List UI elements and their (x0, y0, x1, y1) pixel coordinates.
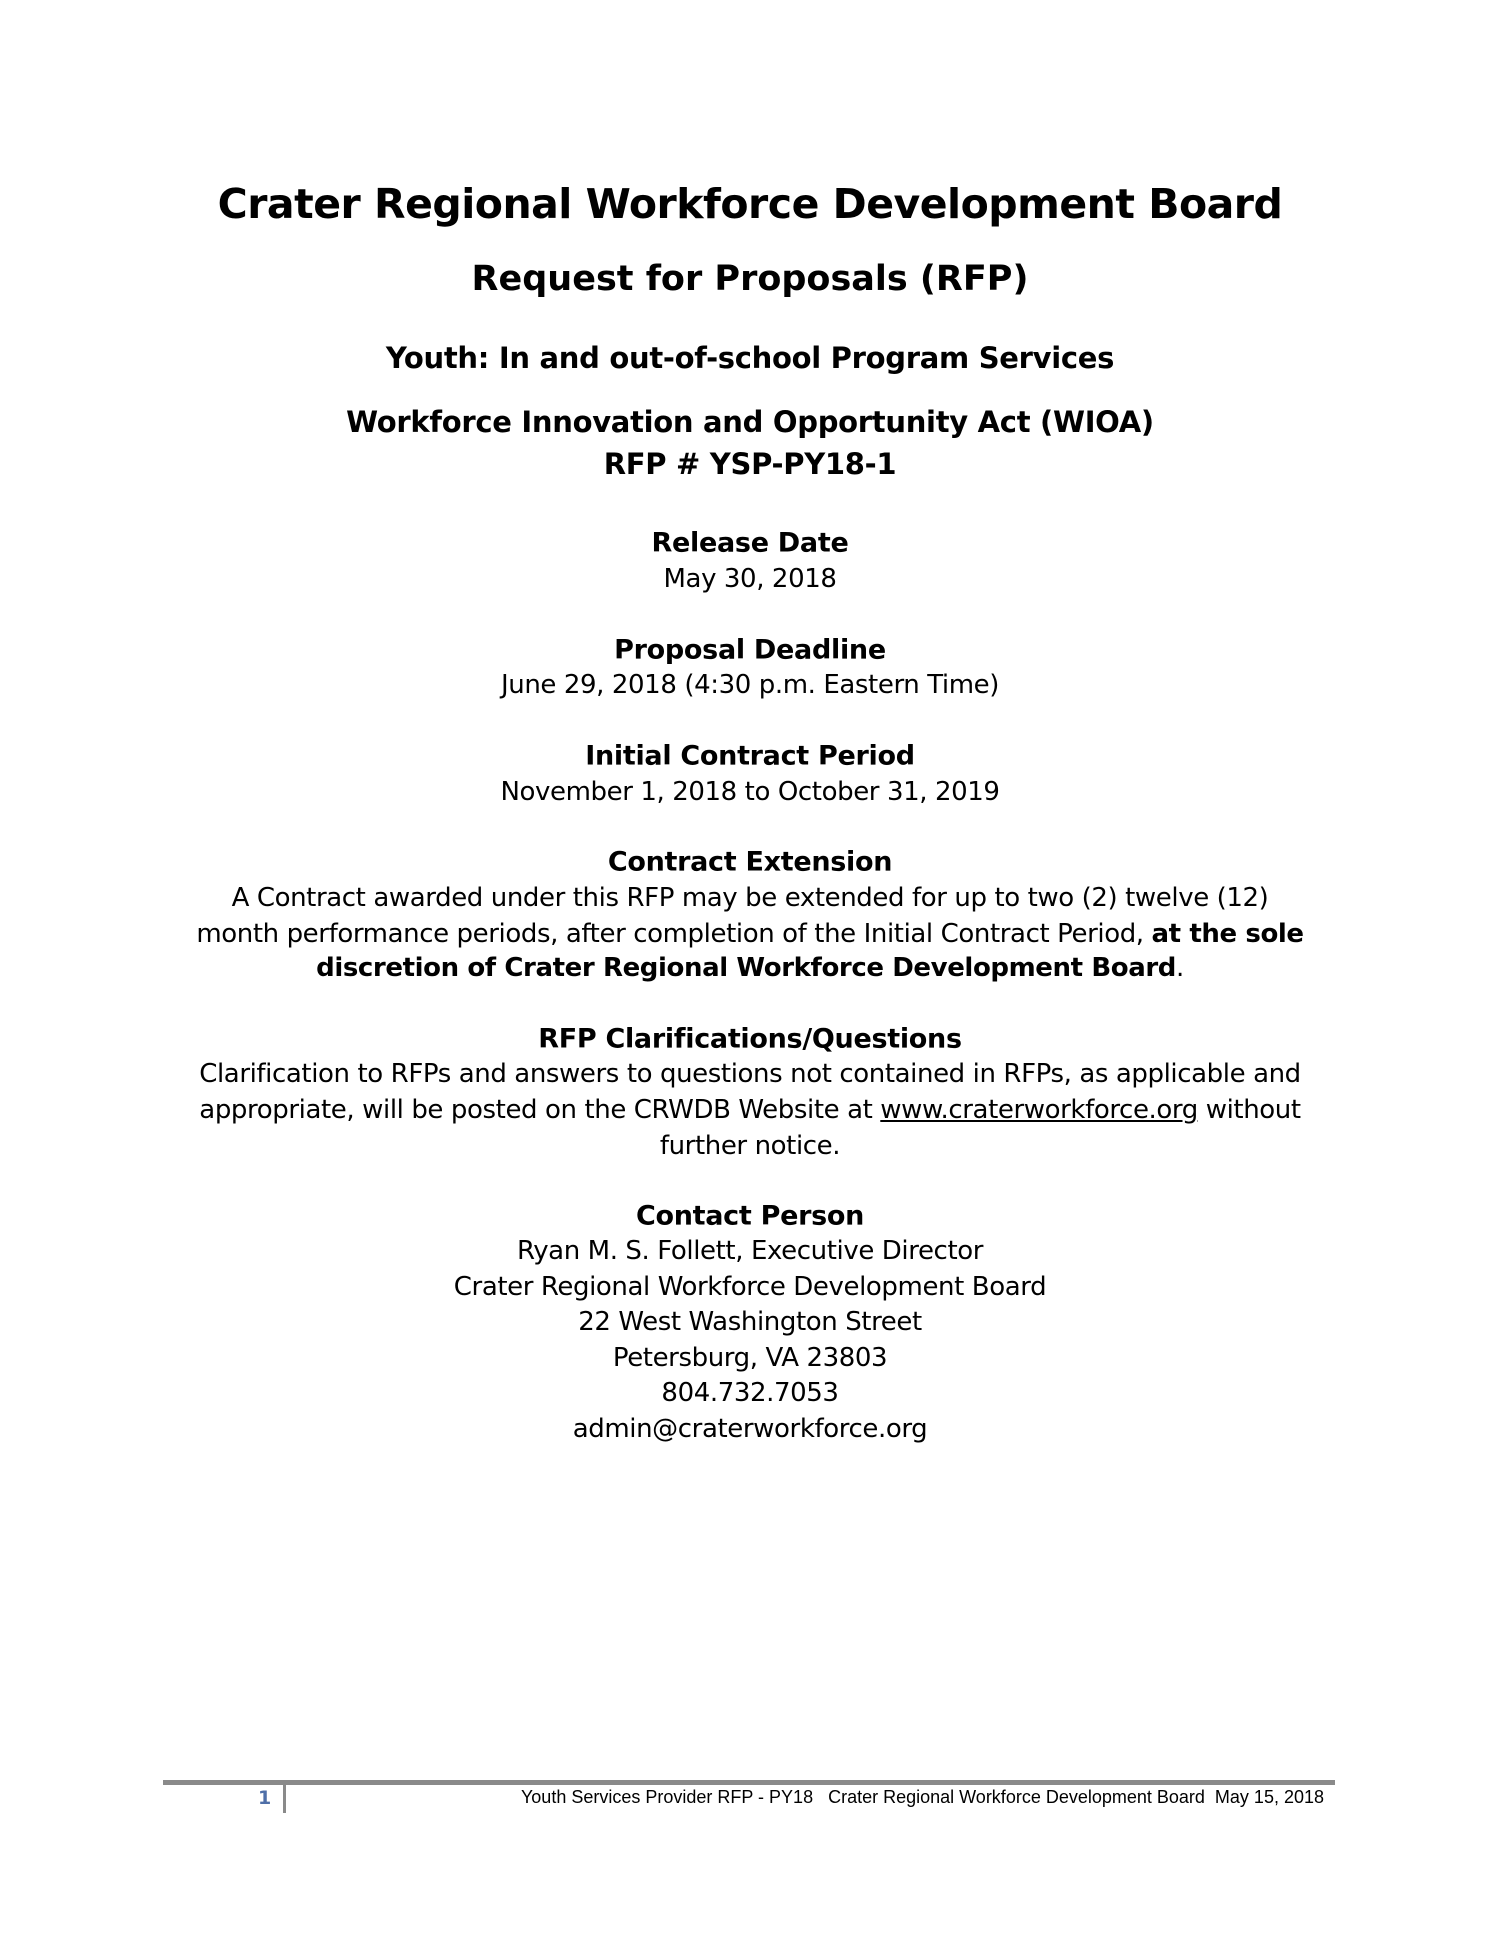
contact-city: Petersburg, VA 23803 (612, 1343, 888, 1373)
act-heading: Workforce Innovation and Opportunity Act (WIOA) (346, 405, 1154, 439)
extension-bold-text: discretion of Crater Regional Workforce Development Board (316, 953, 1176, 983)
release-date-label: Release Date (651, 527, 849, 559)
clarifications-text-end: without (1197, 1095, 1301, 1125)
contract-extension-label: Contract Extension (607, 846, 893, 878)
website-link[interactable]: www.craterworkforce.org (880, 1095, 1198, 1125)
initial-contract-period-label: Initial Contract Period (585, 740, 915, 772)
extension-period: . (1176, 953, 1184, 983)
contract-extension-line-3 (0, 953, 1500, 983)
contact-name: Ryan M. S. Follett, Executive Director (516, 1236, 984, 1266)
extension-bold-text: at the sole (1151, 919, 1304, 949)
page-number: 1 (258, 1787, 272, 1809)
clarifications-line-3: further notice. (659, 1131, 841, 1161)
footer-text: Youth Services Provider RFP - PY18 Crater Regional Workforce Development Board May 15, 2018 (520, 1787, 1324, 1807)
clarifications-text: appropriate, will be posted on the CRWDB Website at (199, 1095, 881, 1125)
contact-phone: 804.732.7053 (661, 1378, 839, 1408)
rfp-number: RFP # YSP-PY18-1 (603, 447, 897, 481)
contact-street: 22 West Washington Street (578, 1307, 922, 1337)
extension-text: month performance periods, after completion of the Initial Contract Period, (196, 919, 1152, 949)
release-date-value: May 30, 2018 (663, 564, 837, 594)
clarifications-line-1: Clarification to RFPs and answers to questions not contained in RFPs, as applicable and (199, 1059, 1301, 1089)
proposal-deadline-label: Proposal Deadline (614, 634, 886, 666)
initial-contract-period-value: November 1, 2018 to October 31, 2019 (500, 777, 1000, 807)
program-heading: Youth: In and out-of-school Program Services (385, 341, 1115, 375)
footer-divider (163, 1780, 1335, 1785)
contact-person-label: Contact Person (635, 1200, 865, 1232)
clarifications-line-2 (0, 1095, 1500, 1125)
contract-extension-line-2 (0, 919, 1500, 949)
document-type-heading: Request for Proposals (RFP) (471, 259, 1029, 299)
proposal-deadline-value: June 29, 2018 (4:30 p.m. Eastern Time) (501, 670, 999, 700)
contract-extension-line-1: A Contract awarded under this RFP may be extended for up to two (2) twelve (12) (231, 883, 1269, 913)
clarifications-label: RFP Clarifications/Questions (538, 1023, 962, 1055)
organization-title: Crater Regional Workforce Development Board (217, 180, 1283, 228)
contact-email: admin@craterworkforce.org (572, 1414, 928, 1444)
contact-organization: Crater Regional Workforce Development Board (453, 1272, 1047, 1302)
footer-separator (283, 1783, 286, 1813)
